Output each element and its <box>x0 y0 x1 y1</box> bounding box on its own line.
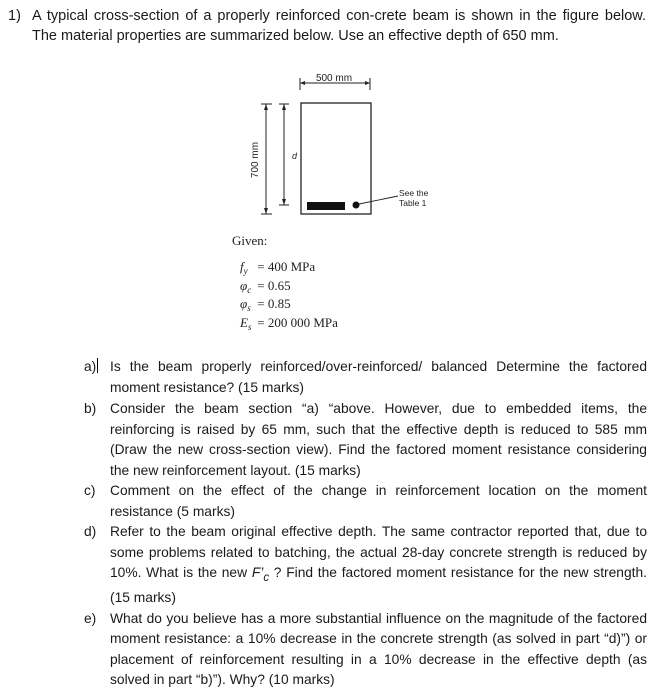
property-symbol: $f_y$ <box>240 259 248 276</box>
depth-dimension <box>279 104 298 205</box>
part-e <box>84 609 647 691</box>
property-symbol: $\varphi_s$ <box>240 296 251 313</box>
question-text: A typical cross-section of a properly reinforced con-crete beam is shown in the figure below. The material properties are summarized below. Use an effective depth of 650 mm. <box>32 8 646 44</box>
note-line1: See the <box>399 188 429 198</box>
part-text: Refer to the beam original effective depth. The same contractor reported that, due to some problems related to batching, the actual 28-day concrete strength is reduced by 10%. What is the new $F’_c$ ? Find the factored moment resistance for the new strength. (15 marks) <box>110 524 647 606</box>
depth-label: d <box>292 151 298 161</box>
given-header: Given: <box>232 233 268 248</box>
part-d <box>84 522 647 609</box>
part-label: d) <box>84 524 97 539</box>
part-label: c) <box>84 483 96 498</box>
reinforcement-end <box>353 202 360 209</box>
question-number: 1) <box>8 8 21 24</box>
property-fy <box>232 259 338 278</box>
property-value: = 0.85 <box>257 296 291 311</box>
reinforcement-bar <box>307 202 345 210</box>
note-line2: Table 1 <box>399 198 427 208</box>
question-parts <box>84 357 647 691</box>
part-text: Consider the beam section “a) “above. However, due to embedded items, the reinforcing is raised by 65 mm, such that the effective depth is reduced to 585 mm (Draw the new cross-section view). Find the factored moment resistance considering the new reinforcement layout. (15 marks) <box>110 401 647 478</box>
width-dimension <box>300 73 370 90</box>
part-b <box>84 399 647 481</box>
part-label: b) <box>84 401 97 416</box>
property-symbol: $E_s$ <box>240 314 252 332</box>
property-value: = 200 000 MPa <box>257 314 338 330</box>
property-phi-s <box>232 296 338 315</box>
beam-outline <box>301 103 371 214</box>
part-text: Is the beam properly reinforced/over-reinforced/ balanced Determine the factored moment resistance? (15 marks) <box>110 359 647 395</box>
property-value: = 0.65 <box>257 277 291 293</box>
property-value: = 400 MPa <box>257 259 316 274</box>
text-cursor <box>97 358 98 373</box>
given-block <box>232 233 338 333</box>
part-a <box>84 357 647 398</box>
part-c <box>84 481 647 522</box>
part-text: What do you believe has a more substantial influence on the magnitude of the factored moment resistance: a 10% decrease in the concrete strength (as solved in part “d)”) or placement of reinforcement resulting in a 10% decrease in the effective depth (as solved in part “b)”). Why? (10 marks) <box>110 610 647 688</box>
property-symbol: $\varphi_c$ <box>240 277 252 295</box>
fc-symbol: $F’_c$ <box>251 565 270 584</box>
property-es <box>232 315 338 334</box>
part-label: a) <box>84 359 97 374</box>
note-leader <box>359 196 398 204</box>
part-label: e) <box>84 610 97 626</box>
part-text: Comment on the effect of the change in reinforcement location on the moment resistance (5 marks) <box>110 483 647 519</box>
height-label: 700 mm <box>250 141 261 179</box>
property-phi-c <box>232 278 338 297</box>
height-dimension <box>250 104 272 214</box>
width-label: 500 mm <box>315 73 353 84</box>
